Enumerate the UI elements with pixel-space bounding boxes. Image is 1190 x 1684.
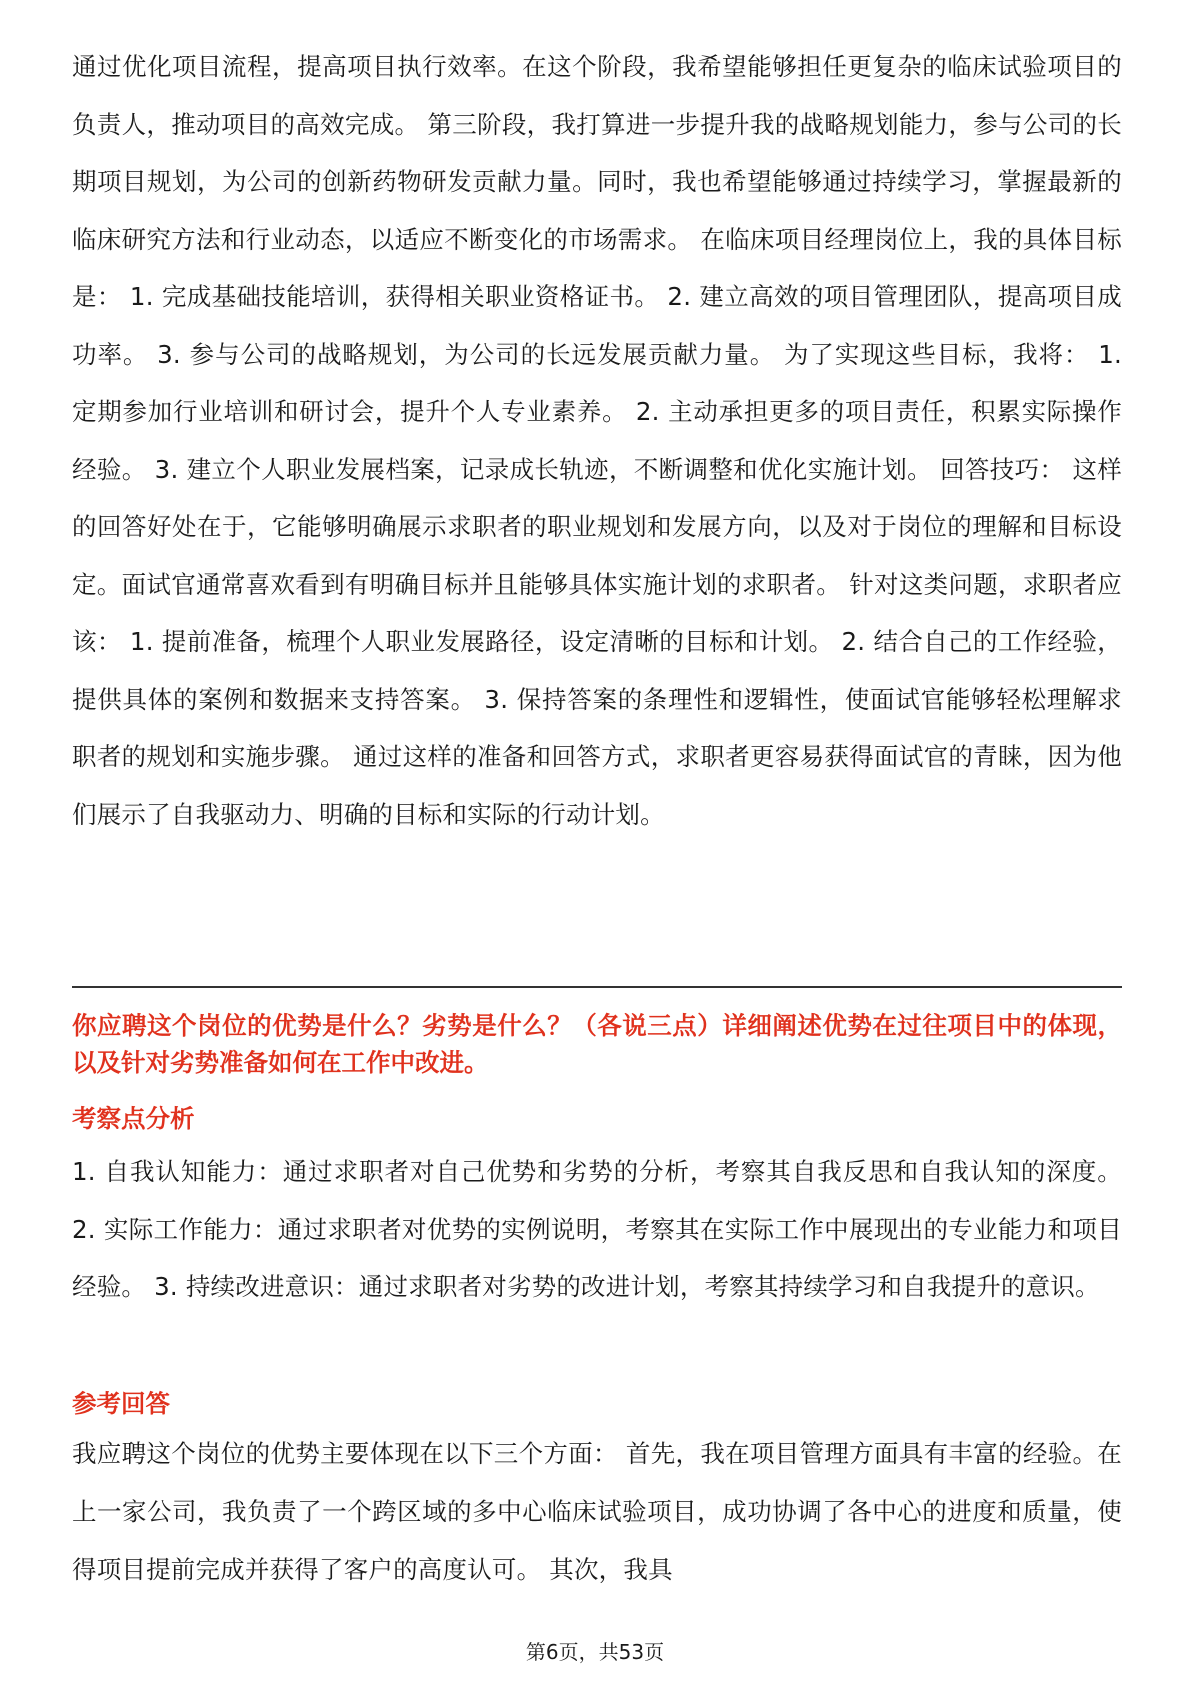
page-number: 第6页，共53页	[525, 1640, 665, 1664]
analysis-heading: 考察点分析	[72, 1104, 195, 1133]
question-title: 你应聘这个岗位的优势是什么？劣势是什么？（各说三点）详细阐述优势在过往项目中的体现，以及针对劣势准备如何在工作中改进。	[72, 1011, 1122, 1077]
section-divider	[72, 986, 1122, 988]
body-paragraph: 通过优化项目流程，提高项目执行效率。在这个阶段，我希望能够担任更复杂的临床试验项目的负责人，推动项目的高效完成。 第三阶段，我打算进一步提升我的战略规划能力，参与公司的长期项目规划，为公司的创新药物研发贡献力量。同时，我也希望能够通过持续学习，掌握最新的临床研究方法和行业动态，以适应不断变化的市场需求。 在临床项目经理岗位上，我的具体目标是： 1. 完成基础技能培训，获得相关职业资格证书。 2. 建立高效的项目管理团队，提高项目成功率。 3. 参与公司的战略规划，为公司的长远发展贡献力量。 为了实现这些目标，我将： 1. 定期参加行业培训和研讨会，提升个人专业素养。 2. 主动承担更多的项目责任，积累实际操作经验。 3. 建立个人职业发展档案，记录成长轨迹，不断调整和优化实施计划。 回答技巧： 这样的回答好处在于，它能够明确展示求职者的职业规划和发展方向，以及对于岗位的理解和目标设定。面试官通常喜欢看到有明确目标并且能够具体实施计划的求职者。 针对这类问题，求职者应该： 1. 提前准备，梳理个人职业发展路径，设定清晰的目标和计划。 2. 结合自己的工作经验，提供具体的案例和数据来支持答案。 3. 保持答案的条理性和逻辑性，使面试官能够轻松理解求职者的规划和实施步骤。 通过这样的准备和回答方式，求职者更容易获得面试官的青睐，因为他们展示了自我驱动力、明确的目标和实际的行动计划。	[72, 52, 1122, 829]
answer-heading: 参考回答	[72, 1389, 170, 1418]
answer-paragraph: 我应聘这个岗位的优势主要体现在以下三个方面： 首先，我在项目管理方面具有丰富的经验。在上一家公司，我负责了一个跨区域的多中心临床试验项目，成功协调了各中心的进度和质量，使得项目提前完成并获得了客户的高度认可。 其次，我具	[72, 1439, 1122, 1584]
analysis-paragraph: 1. 自我认知能力：通过求职者对自己优势和劣势的分析，考察其自我反思和自我认知的深度。 2. 实际工作能力：通过求职者对优势的实例说明，考察其在实际工作中展现出的专业能力和项目经验。 3. 持续改进意识：通过求职者对劣势的改进计划，考察其持续学习和自我提升的意识。	[72, 1157, 1122, 1301]
